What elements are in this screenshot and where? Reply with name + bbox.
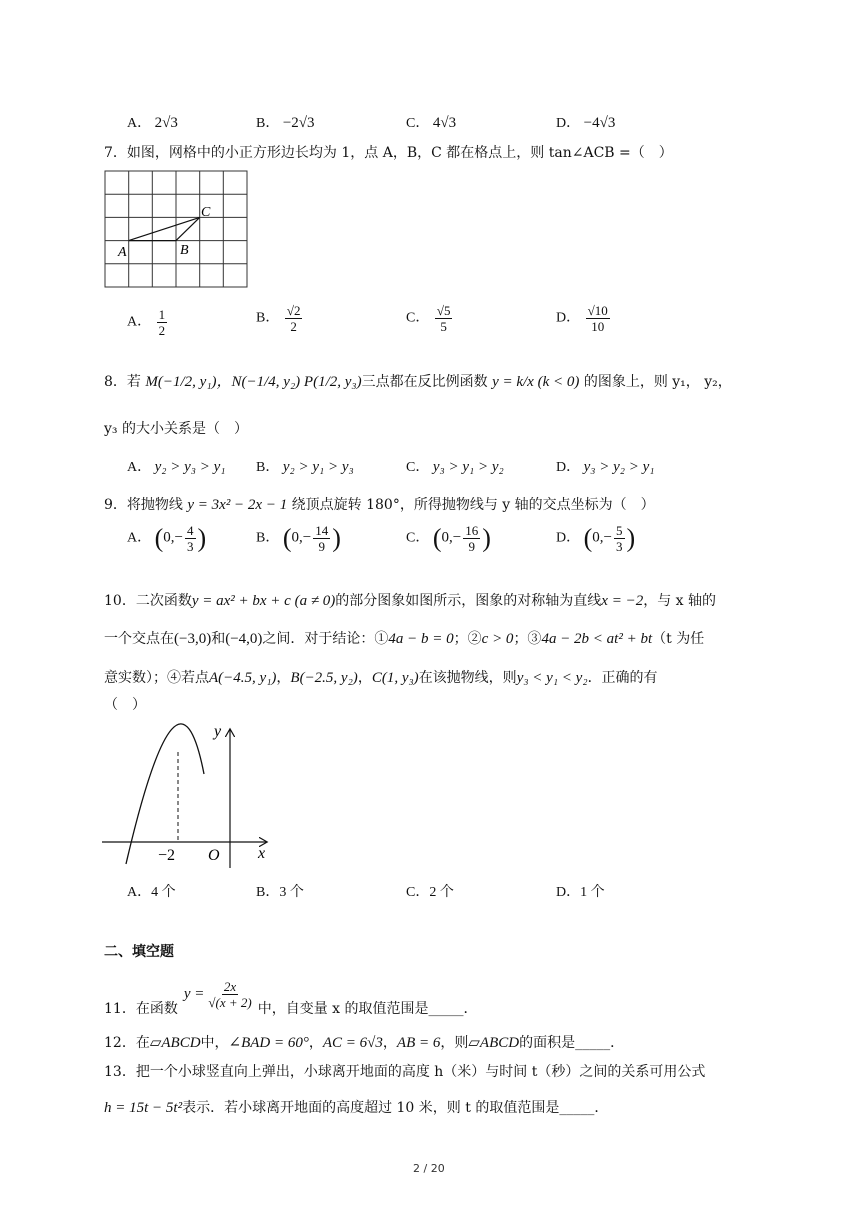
question-13-line1: 13．把一个小球竖直向上弹出，小球离开地面的高度 h（米）与时间 t（秒）之间的关系可用公式: [104, 1064, 706, 1080]
q10-option-c: C．2 个: [406, 885, 454, 900]
option-value: −2√3: [282, 115, 315, 131]
origin-label: O: [208, 847, 220, 864]
fraction: $\frac{16}{9}$: [465, 523, 479, 554]
q7-option-d: D． $\frac{√10}{10}$: [556, 303, 608, 334]
y-axis-label: y: [214, 723, 222, 740]
q8-option-b: B． y₂ > y₁ > y₃: [256, 459, 354, 475]
fraction: $\frac{14}{9}$: [315, 523, 329, 554]
fraction: $\frac{√5}{5}$: [436, 303, 451, 334]
question-8-line2: y₃ 的大小关系是（ ）: [104, 421, 248, 437]
q9-option-a: A． (0,− $\frac{4}{3}$ ): [127, 523, 207, 554]
question-8-line1: 8．若 M(−1/2, y₁)，N(−1/4, y₂) P(1/2, y₃)三点都在反比例函数 y = k/x (k < 0) 的图象上，则 y₁， y₂，: [104, 374, 732, 390]
q8-function: y = k/x (k < 0): [492, 374, 580, 390]
q7-option-b: B． $\frac{√2}{2}$: [256, 303, 301, 334]
q7-option-c: C． $\frac{√5}{5}$: [406, 303, 451, 334]
fraction: $\frac{1}{2}$: [158, 307, 166, 338]
q6-option-a: [127, 112, 178, 132]
question-13-line2: h = 15t − 5t²表示．若小球离开地面的高度超过 10 米，则 t 的取值范围是_____．: [104, 1100, 609, 1116]
parabola-curve: [126, 724, 204, 864]
point-label-a: A: [118, 245, 127, 260]
point-label-b: B: [180, 243, 189, 258]
q11-function-fraction: $\frac{2x}{√(x + 2)}$: [208, 978, 252, 1010]
q7-grid-figure: [104, 170, 250, 290]
section-heading: 二、填空题: [104, 944, 174, 960]
option-value: −4√3: [583, 115, 616, 131]
option-label: D．: [556, 116, 581, 131]
q13-formula: h = 15t − 5t²: [104, 1100, 183, 1116]
option-value: 4√3: [432, 115, 457, 131]
q9-option-b: B． (0,− $\frac{14}{9}$ ): [256, 523, 341, 554]
q9-option-c: C． (0,− $\frac{16}{9}$ ): [406, 523, 491, 554]
q10-option-a: A．4 个: [127, 885, 176, 900]
q10-option-b: B．3 个: [256, 885, 304, 900]
tick-label: −2: [158, 847, 176, 864]
q6-option-b: [256, 112, 315, 132]
fraction: $\frac{4}{3}$: [187, 523, 194, 554]
q6-option-c: [406, 112, 456, 132]
q10-parabola-graph: [100, 722, 280, 872]
x-axis-label: x: [258, 845, 266, 862]
option-label: B．: [256, 116, 280, 131]
q8-points: M(−1/2, y₁)，N(−1/4, y₂) P(1/2, y₃): [145, 374, 362, 390]
page-number: 2 / 20: [413, 1162, 445, 1175]
question-12: 12．在▱ABCD中，∠BAD = 60°，AC = 6√3，AB = 6，则▱ABCD的面积是_____．: [104, 1035, 625, 1051]
q9-option-d: D． (0,− $\frac{5}{3}$ ): [556, 523, 636, 554]
question-10-line2: 一个交点在(−3,0)和(−4,0)之间．对于结论：①4a − b = 0；②c > 0；③4a − 2b < at² + bt（t 为任: [104, 631, 705, 647]
question-10-line1: 10．二次函数y = ax² + bx + c (a ≠ 0)的部分图象如图所示，图象的对称轴为直线x = −2，与 x 轴的: [104, 593, 716, 609]
fraction: $\frac{√10}{10}$: [587, 303, 608, 334]
q8-option-c: C． y₃ > y₁ > y₂: [406, 459, 504, 475]
question-10-line3: 意实数）；④若点A(−4.5, y₁)，B(−2.5, y₂)，C(1, y₃)在该抛物线，则y₃ < y₁ < y₂．正确的有: [104, 670, 658, 686]
q9-function: y = 3x² − 2x − 1: [187, 497, 288, 513]
fraction: $\frac{5}{3}$: [616, 523, 623, 554]
question-9-stem: 9．将抛物线 y = 3x² − 2x − 1 绕顶点旋转 180°，所得抛物线与 y 轴的交点坐标为（ ）: [104, 497, 655, 513]
question-11: 11．在函数 y = $\frac{2x}{√(x + 2)}$ 中，自变量 x 的取值范围是_____．: [104, 978, 478, 1017]
q8-option-a: A． y₂ > y₃ > y₁: [127, 459, 226, 475]
q8-option-d: D． y₃ > y₂ > y₁: [556, 459, 655, 475]
question-7-stem: 7．如图，网格中的小正方形边长均为 1，点 A，B，C 都在格点上，则 tan∠ACB =（ ）: [104, 145, 673, 161]
point-label-c: C: [201, 205, 211, 220]
q6-option-d: [556, 112, 615, 132]
grid-lines: [105, 171, 247, 287]
question-10-line4: （ ）: [104, 697, 146, 713]
triangle-abc: [129, 217, 200, 240]
q7-option-a: A． $\frac{1}{2}$: [127, 307, 166, 338]
q10-option-d: D．1 个: [556, 885, 605, 900]
fraction: $\frac{√2}{2}$: [286, 303, 301, 334]
option-label: C．: [406, 116, 430, 131]
option-value: 2√3: [154, 115, 178, 131]
option-label: A．: [127, 116, 152, 131]
